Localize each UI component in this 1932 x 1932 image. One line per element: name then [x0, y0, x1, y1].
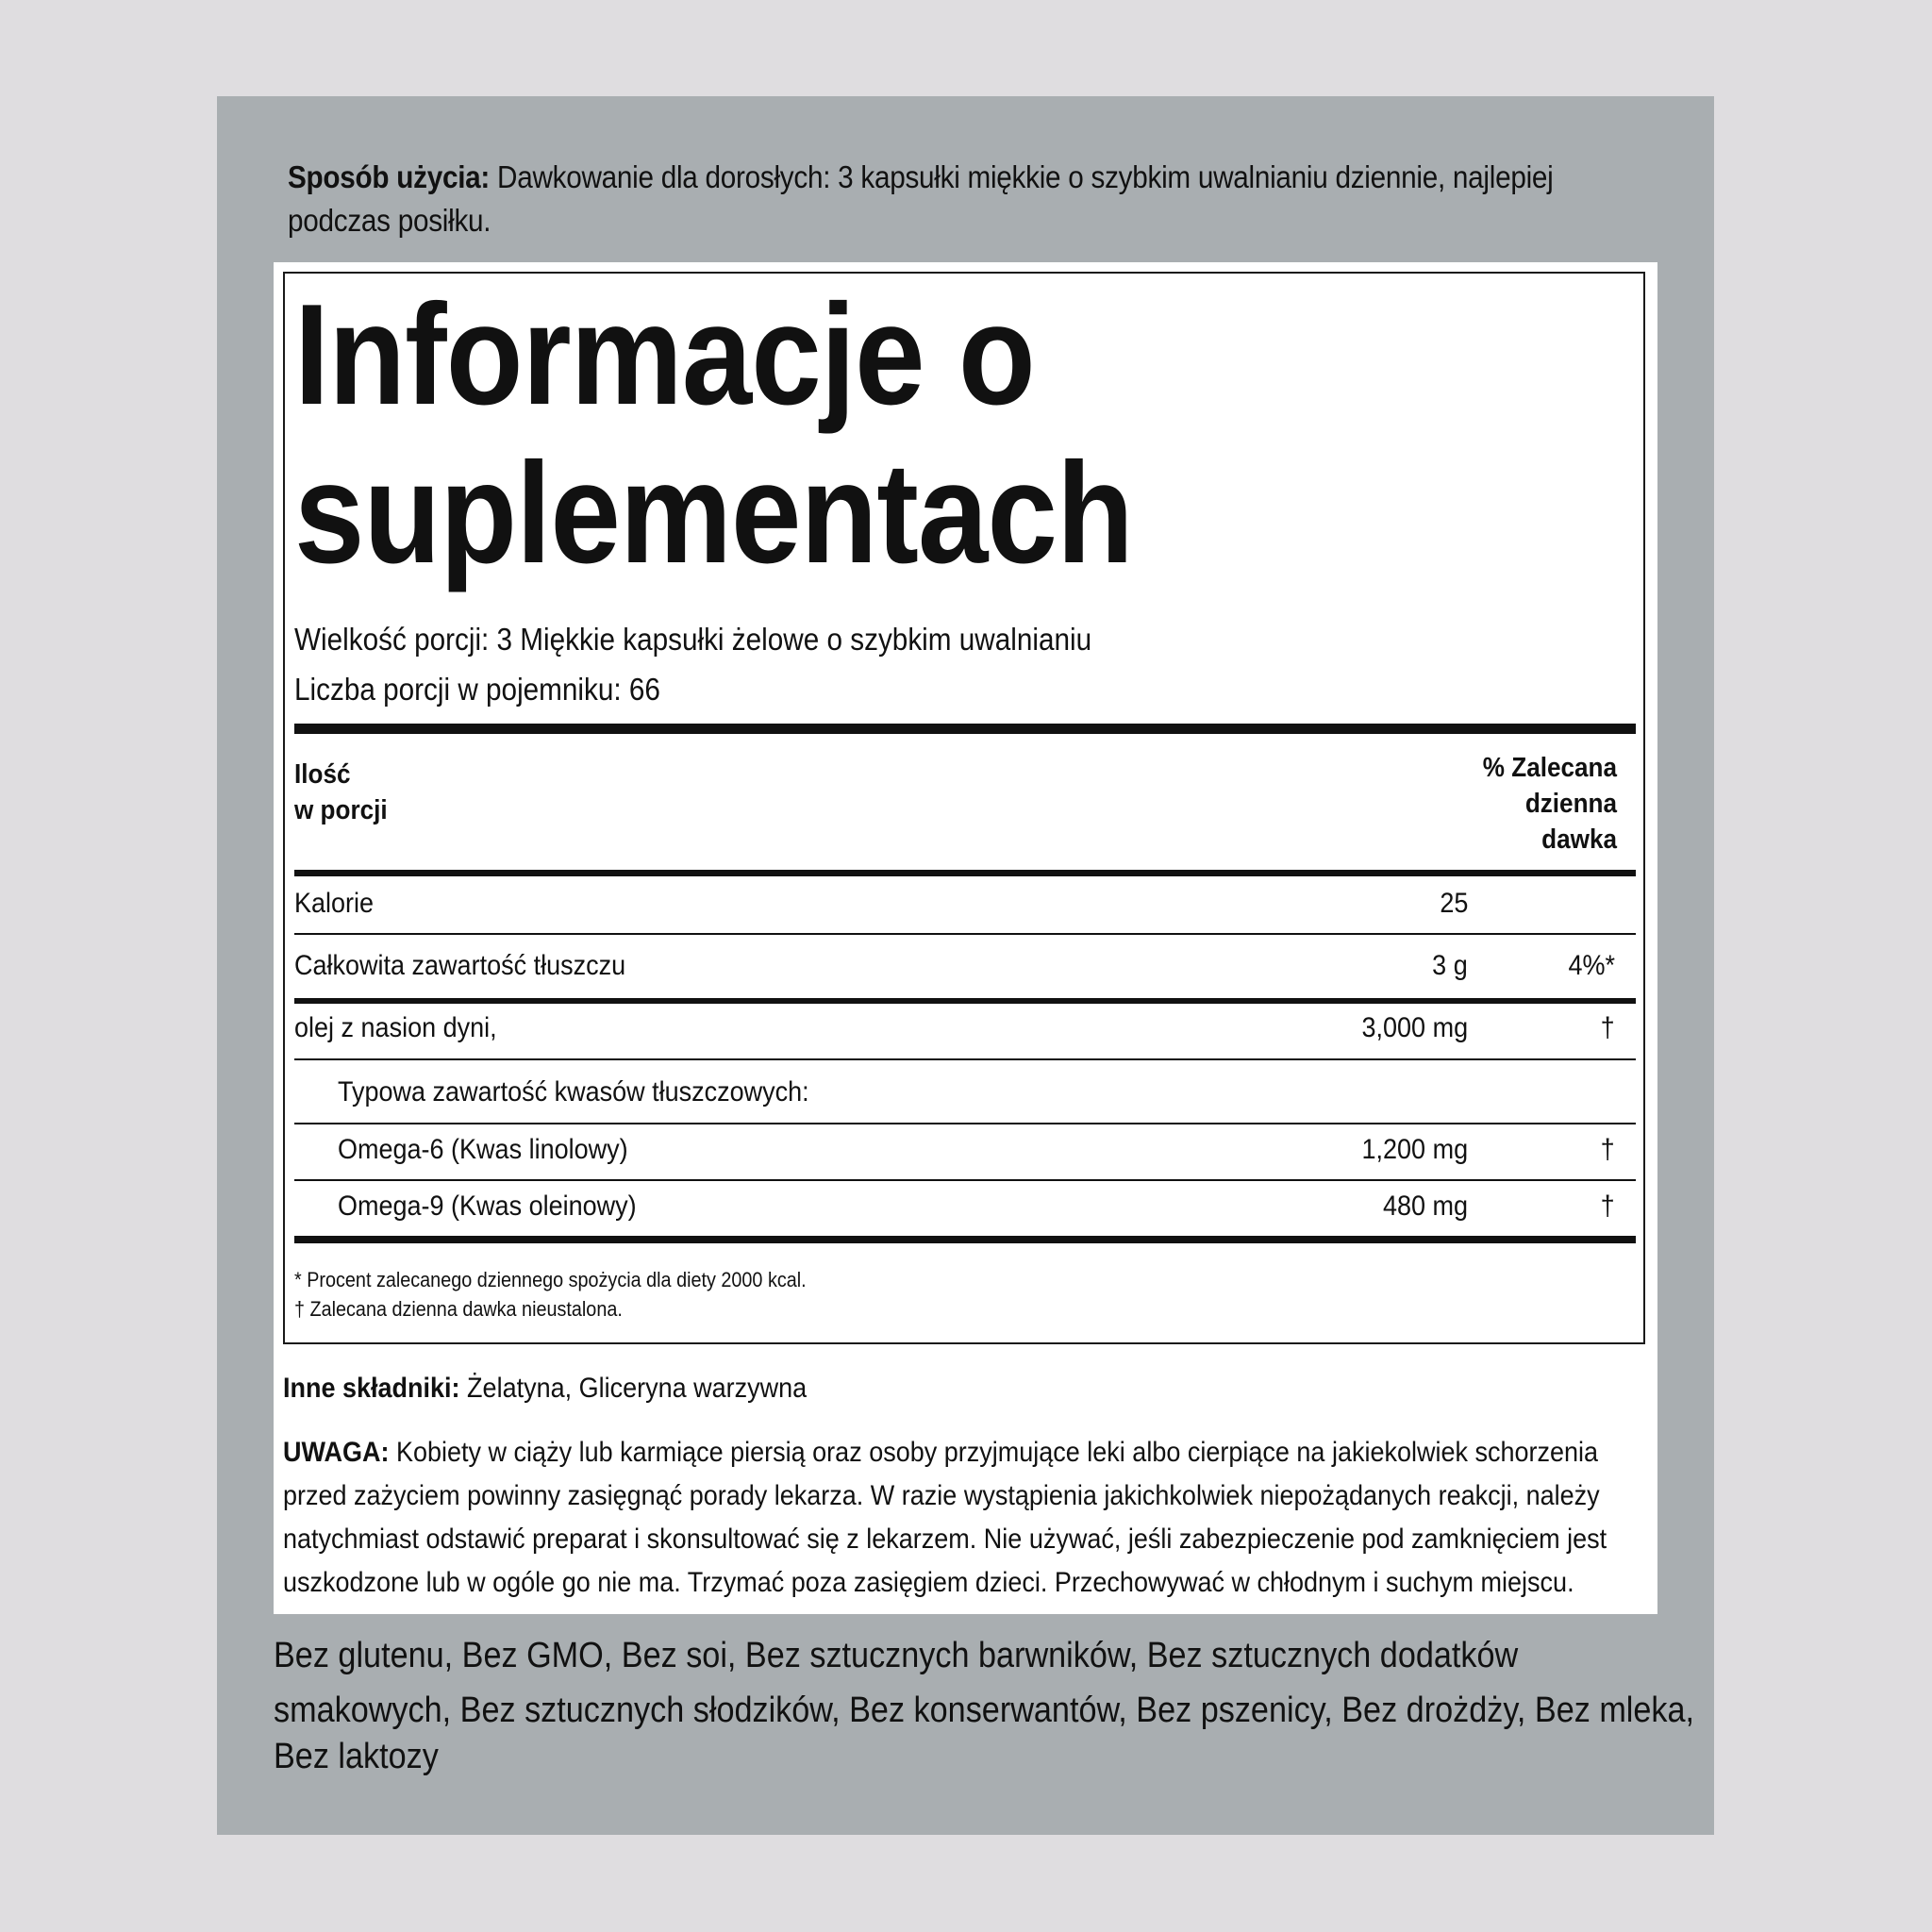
servings-per-container: Liczba porcji w pojemniku: 66: [294, 672, 660, 707]
usage-label: Sposób użycia:: [288, 159, 491, 194]
facts-title-line1: Informacje o: [294, 275, 1035, 435]
warning-line1: Kobiety w ciąży lub karmiące piersią oraz osoby przyjmujące leki albo cierpiące na jakiekolwiek schorzenia: [395, 1437, 1599, 1468]
header-divider: [294, 870, 1636, 876]
footnote-dagger: † Zalecana dzienna dawka nieustalona.: [294, 1297, 623, 1321]
row-divider: [294, 1123, 1636, 1124]
warning-text: [283, 1431, 1650, 1605]
row-daily-value: 4%*: [1568, 950, 1615, 981]
footnote-daily-value: * Procent zalecanego dziennego spożycia dla diety 2000 kcal.: [294, 1268, 807, 1291]
row-daily-value: †: [1600, 1012, 1615, 1043]
bottom-thick-divider: [294, 1236, 1636, 1243]
serving-size: Wielkość porcji: 3 Miękkie kapsułki żelowe o szybkim uwalnianiu: [294, 622, 1092, 657]
dv-header-line1: % Zalecana: [1482, 753, 1617, 783]
row-label: Całkowita zawartość tłuszczu: [294, 950, 626, 981]
free-from-claims: [274, 1628, 1695, 1776]
row-label: Omega-6 (Kwas linolowy): [338, 1134, 628, 1165]
row-amount: 3,000 mg: [1361, 1012, 1468, 1043]
row-label: Kalorie: [294, 888, 375, 919]
amount-per-serving-header: [294, 757, 388, 828]
warning-line: [283, 1431, 1650, 1474]
facts-title: [294, 275, 1133, 592]
facts-title-line2: suplementach: [294, 433, 1133, 593]
row-divider: [294, 1058, 1636, 1060]
amount-header-line1: Ilość: [294, 759, 351, 790]
row-daily-value: †: [1600, 1134, 1615, 1165]
row-amount: 25: [1439, 888, 1468, 919]
other-ingredients: [283, 1370, 807, 1407]
free-from-line1: Bez glutenu, Bez GMO, Bez soi, Bez sztucznych barwników, Bez sztucznych dodatków: [274, 1636, 1519, 1675]
usage-text: Dawkowanie dla dorosłych: 3 kapsułki miękkie o szybkim uwalnianiu dziennie, najlepiej podczas posiłku.: [288, 159, 1554, 238]
other-ingredients-label: Inne składniki:: [283, 1373, 460, 1404]
row-label: Omega-9 (Kwas oleinowy): [338, 1191, 637, 1222]
daily-value-header: [1483, 750, 1617, 858]
warning-line2: przed zażyciem powinny zasięgnąć porady lekarza. W razie wystąpienia jakichkolwiek niepożądanych reakcji, należy: [283, 1480, 1600, 1511]
dv-header-line3: dawka: [1541, 824, 1617, 855]
dv-header-line2: dzienna: [1524, 789, 1617, 819]
row-divider: [294, 933, 1636, 935]
row-divider-thick: [294, 998, 1636, 1004]
row-amount: 1,200 mg: [1361, 1134, 1468, 1165]
free-from-line2: smakowych, Bez sztucznych słodzików, Bez konserwantów, Bez pszenicy, Bez drożdży, Bez mleka,: [274, 1690, 1695, 1730]
row-label: Typowa zawartość kwasów tłuszczowych:: [338, 1076, 809, 1108]
warning-line3: natychmiast odstawić preparat i skonsultować się z lekarzem. Nie używać, jeśli zabezpieczenie pod zamknięciem jest: [283, 1524, 1607, 1555]
row-divider: [294, 1179, 1636, 1181]
row-label: olej z nasion dyni,: [294, 1012, 497, 1043]
row-amount: 3 g: [1432, 950, 1468, 981]
other-ingredients-text: Żelatyna, Gliceryna warzywna: [467, 1373, 808, 1404]
usage-directions: [288, 156, 1638, 242]
row-daily-value: †: [1600, 1191, 1615, 1222]
free-from-line3: Bez laktozy: [274, 1737, 439, 1776]
warning-label: UWAGA:: [283, 1437, 390, 1468]
thick-divider: [294, 724, 1636, 734]
warning-line4: uszkodzone lub w ogóle go nie ma. Trzymać poza zasięgiem dzieci. Przechowywać w chłodnym i suchym miejscu.: [283, 1567, 1574, 1598]
amount-header-line2: w porcji: [294, 795, 388, 825]
row-amount: 480 mg: [1382, 1191, 1468, 1222]
